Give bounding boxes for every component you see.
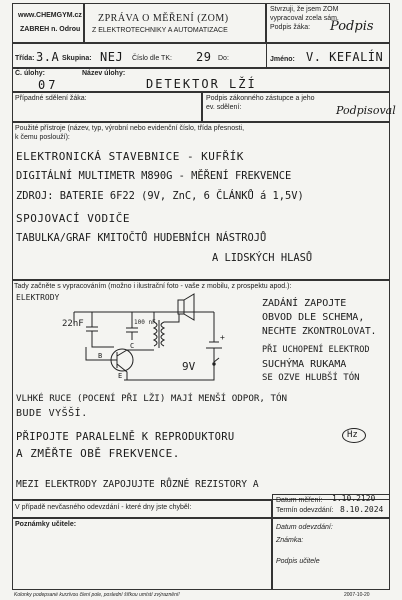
- teacher-notes-label: Poznámky učitele:: [15, 521, 77, 528]
- task-no-value: 07: [38, 78, 59, 92]
- date-measure-value: 1.10.2120: [332, 494, 376, 503]
- group-label: Skupina:: [62, 55, 92, 62]
- student-signature: Podpis: [330, 19, 374, 34]
- circuit-b-label: B: [98, 352, 103, 360]
- header-logo-box: [12, 3, 84, 43]
- tools-label-2: k čemu poslouží):: [15, 134, 70, 141]
- date-measure-label: Datum měření:: [276, 497, 323, 504]
- name-value: V. KEFALÍN: [306, 50, 384, 64]
- logo-line-2: ZABREH n. Odrou: [20, 26, 81, 33]
- tools-item: A LIDSKÝCH HLASŮ: [212, 252, 313, 264]
- deadline-value: 8.10.2024: [340, 505, 384, 514]
- guardian-line-1: Podpis zákonného zástupce a jeho: [206, 95, 315, 102]
- circuit-cap2-label: 100 nF: [134, 319, 156, 326]
- deadline-label: Termín odevzdání:: [276, 507, 334, 514]
- note-right-line: ZADÁNÍ ZAPOJTE: [262, 298, 347, 309]
- class-value: 3.A: [36, 50, 60, 64]
- circuit-cap1-label: 22nF: [62, 319, 84, 329]
- task-name-value: DETEKTOR LŽÍ: [146, 77, 257, 91]
- parallel-line-2: A ZMĚŘTE OBĚ FREKVENCE.: [16, 447, 180, 460]
- tk-value: 29: [196, 50, 212, 64]
- class-label: Třída:: [15, 55, 35, 62]
- tools-label-1: Použité přístroje (název, typ, výrobní nebo evidenční číslo, třída přesnosti,: [15, 125, 245, 132]
- date-submit-label: Datum odevzdání:: [276, 524, 333, 531]
- circuit-e-label: E: [118, 372, 123, 380]
- absence-label: V případě nevčasného odevzdání - které dny jste chyběl:: [15, 504, 192, 511]
- circuit-c-label: C: [130, 342, 135, 350]
- note-right-line: OBVOD DLE SCHEMA,: [262, 312, 365, 323]
- note-right-line: SUCHÝMA RUKAMA: [262, 359, 347, 370]
- group-value: NEJ: [100, 50, 124, 64]
- guardian-line-2: ev. sdělení:: [206, 104, 242, 111]
- hz-badge-label: Hz: [347, 430, 358, 440]
- note-label: Případné sdělení žáka:: [15, 95, 87, 102]
- confirm-line-1: Stvrzuji, že jsem ZOM: [270, 6, 339, 13]
- page-title: ZPRÁVA O MĚŘENÍ (ZOM): [98, 13, 229, 24]
- circuit-electrodes-label: ELEKTRODY: [16, 293, 60, 302]
- task-no-label: Č. úlohy:: [15, 70, 45, 77]
- circuit-diagram: [14, 292, 244, 394]
- tk-label: Číslo dle TK:: [132, 55, 172, 62]
- tools-item: DIGITÁLNÍ MULTIMETR M890G - MĚŘENÍ FREKVENCE: [16, 170, 292, 182]
- wet-hands-line-2: BUDE VYŠŠÍ.: [16, 408, 88, 419]
- resistor-line: MEZI ELEKTRODY ZAPOJUJTE RŮZNÉ REZISTORY A: [16, 479, 259, 490]
- circuit-plus-label: +: [220, 333, 225, 342]
- page-subtitle: Z ELEKTROTECHNIKY A AUTOMATIZACE: [92, 27, 228, 34]
- work-label: Tady začněte s vypracováním (možno i ilustrační foto - vaše z mobilu, z prospektu apod.):: [14, 283, 292, 290]
- confirm-line-3: Podpis žáka:: [270, 24, 311, 31]
- wet-hands-line-1: VLHKÉ RUCE (POCENÍ PŘI LŽI) MAJÍ MENŠÍ ODPOR, TÓN: [16, 393, 288, 404]
- task-name-label: Název úlohy:: [82, 70, 126, 77]
- teacher-sign-label: Podpis učitele: [276, 558, 320, 565]
- parallel-line-1: PŘIPOJTE PARALELNĚ K REPRODUKTORU: [16, 431, 235, 443]
- note-right-line: PŘI UCHOPENÍ ELEKTROD: [262, 345, 370, 355]
- tools-item: ELEKTRONICKÁ STAVEBNICE - KUFŘÍK: [16, 150, 244, 163]
- guardian-signature: Podpisoval: [336, 104, 396, 117]
- note-right-line: NECHTE ZKONTROLOVAT.: [262, 326, 377, 337]
- bottom-note: Kolonky podepsané kurzívou člení pole, poslední šířkou umístí zvýraznění!: [14, 592, 180, 598]
- tk-suffix: Do:: [218, 55, 229, 62]
- confirm-line-2: vypracoval zcela sám.: [270, 15, 339, 22]
- tools-item: ZDROJ: BATERIE 6F22 (9V, ZnC, 6 ČLÁNKŮ á 1,5V): [16, 190, 304, 202]
- name-label: Jméno:: [270, 56, 295, 63]
- tools-item: SPOJOVACÍ VODIČE: [16, 212, 130, 225]
- circuit-battery-label: 9V: [182, 360, 196, 373]
- teacher-notes-cell: [12, 518, 272, 590]
- grade-label: Známka:: [276, 537, 304, 544]
- bottom-date: 2007-10-20: [344, 592, 370, 598]
- logo-line-1: www.CHEMGYM.cz: [18, 12, 82, 19]
- note-right-line: SE OZVE HLUBŠÍ TÓN: [262, 373, 360, 383]
- tools-item: TABULKA/GRAF KMITOČTŮ HUDEBNÍCH NÁSTROJŮ: [16, 232, 267, 244]
